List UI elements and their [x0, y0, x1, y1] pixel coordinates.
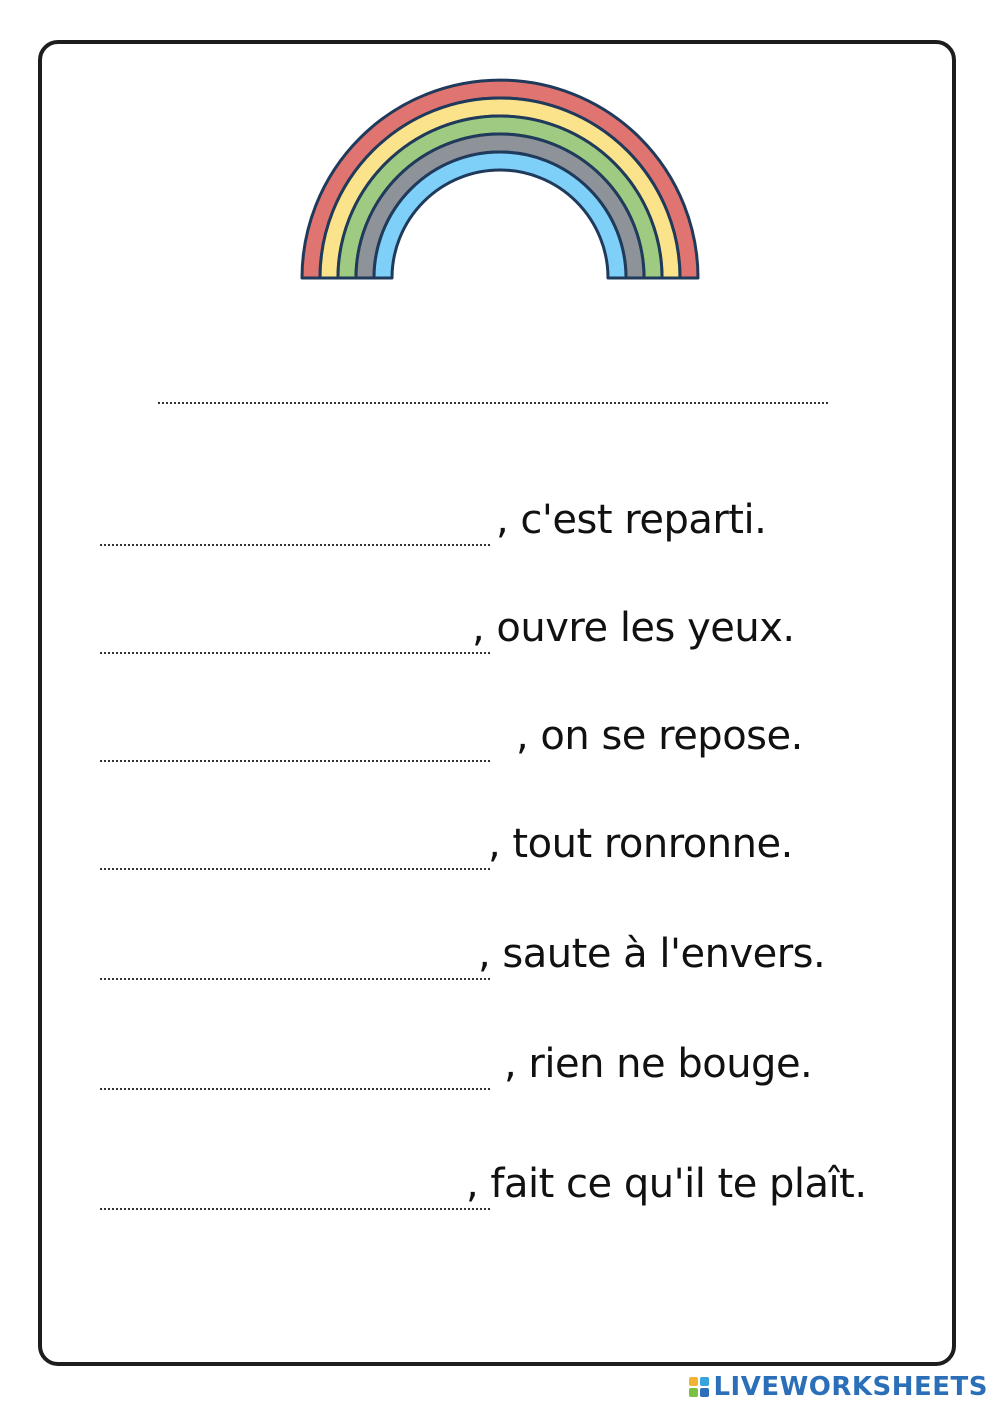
liveworksheets-wordmark: LIVEWORKSHEETS: [713, 1372, 988, 1402]
sentence-5-answer-field[interactable]: [100, 938, 490, 980]
sentence-row-1: [100, 466, 960, 546]
sentence-1-text: , c'est reparti.: [496, 497, 767, 543]
sentence-1-answer-field[interactable]: [100, 504, 490, 546]
sentence-row-2: [100, 574, 960, 654]
sentence-row-6: [100, 1010, 960, 1090]
sentence-3-text: , on se repose.: [516, 713, 803, 759]
sentence-row-5: [100, 900, 960, 980]
sentence-4-answer-field[interactable]: [100, 828, 490, 870]
sentence-7-answer-field[interactable]: [100, 1168, 490, 1210]
sentence-row-7: [100, 1130, 960, 1210]
sentence-2-answer-field[interactable]: [100, 612, 490, 654]
sentence-2-text: , ouvre les yeux.: [472, 605, 795, 651]
rainbow-icon: [298, 76, 702, 282]
sentence-4-text: , tout ronronne.: [488, 821, 793, 867]
sentence-5-text: , saute à l'envers.: [478, 931, 826, 977]
title-answer-field[interactable]: [158, 370, 828, 404]
sentence-7-text: , fait ce qu'il te plaît.: [466, 1161, 867, 1207]
sentence-row-4: [100, 790, 960, 870]
liveworksheets-watermark[interactable]: [689, 1372, 988, 1402]
sentence-6-text: , rien ne bouge.: [504, 1041, 813, 1087]
sentence-row-3: [100, 682, 960, 762]
sentence-6-answer-field[interactable]: [100, 1048, 490, 1090]
liveworksheets-logo-icon: [689, 1377, 709, 1397]
sentence-3-answer-field[interactable]: [100, 720, 490, 762]
